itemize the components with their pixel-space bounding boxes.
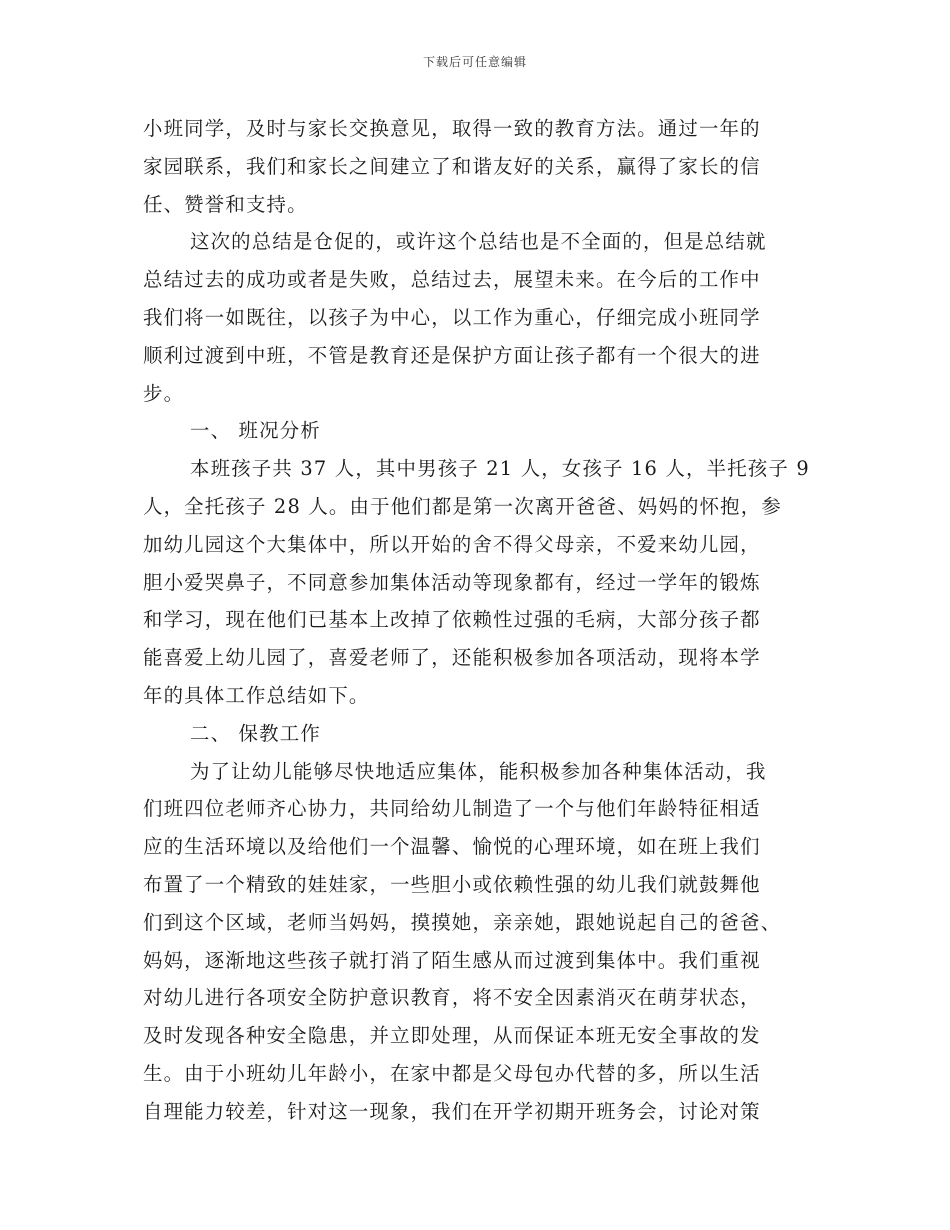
text-line: 们到这个区域，老师当妈妈，摸摸她，亲亲她，跟她说起自己的爸爸、 [143,910,782,934]
paragraph-first-line: 为了让幼儿能够尽快地适应集体，能积极参加各种集体活动，我 [190,759,767,783]
text-line: 对幼儿进行各项安全防护意识教育，将不安全因素消灭在萌芽状态， [143,986,761,1010]
text-line: 自理能力较差，针对这一现象，我们在开学初期开班务会，讨论对策 [143,1099,761,1123]
text-line: 人，全托孩子 28 人。由于他们都是第一次离开爸爸、妈妈的怀抱，参 [143,494,782,518]
section-heading: 二、 保教工作 [190,721,321,745]
text-line: 能喜爱上幼儿园了，喜爱老师了，还能积极参加各项活动，现将本学 [143,646,761,670]
text-line: 应的生活环境以及给他们一个温馨、愉悦的心理环境，如在班上我们 [143,835,761,859]
text-line: 任、赞誉和支持。 [143,192,308,216]
text-line: 妈妈，逐渐地这些孩子就打消了陌生感从而过渡到集体中。我们重视 [143,948,761,972]
text-line: 步。 [143,381,185,405]
paragraph-first-line: 本班孩子共 37 人，其中男孩子 21 人，女孩子 16 人，半托孩子 9 [190,457,810,481]
text-line: 布置了一个精致的娃娃家，一些胆小或依赖性强的幼儿我们就鼓舞他 [143,872,761,896]
text-line: 胆小爱哭鼻子，不同意参加集体活动等现象都有，经过一学年的锻炼 [143,570,761,594]
text-line: 我们将一如既往，以孩子为中心，以工作为重心，仔细完成小班同学 [143,305,761,329]
text-line: 及时发现各种安全隐患，并立即处理，从而保证本班无安全事故的发 [143,1024,761,1048]
text-line: 总结过去的成功或者是失败，总结过去，展望未来。在今后的工作中 [143,268,761,292]
header-note: 下载后可任意编辑 [422,55,527,69]
text-line: 小班同学，及时与家长交换意见，取得一致的教育方法。通过一年的 [143,117,761,140]
paragraph-first-line: 这次的总结是仓促的，或许这个总结也是不全面的，但是总结就 [190,230,767,254]
document-body [143,110,810,1131]
text-line: 加幼儿园这个大集体中，所以开始的舍不得父母亲，不爱来幼儿园， [143,532,761,556]
text-line: 年的具体工作总结如下。 [143,683,370,707]
section-heading: 一、 班况分析 [190,419,321,443]
text-line: 家园联系，我们和家长之间建立了和谐友好的关系，赢得了家长的信 [143,154,761,178]
text-line: 生。由于小班幼儿年龄小，在家中都是父母包办代替的多，所以生活 [143,1061,761,1085]
text-line: 和学习，现在他们已基本上改掉了依赖性过强的毛病，大部分孩子都 [143,608,761,632]
text-line: 顺利过渡到中班，不管是教育还是保护方面让孩子都有一个很大的进 [143,343,761,367]
text-line: 们班四位老师齐心协力，共同给幼儿制造了一个与他们年龄特征相适 [143,797,761,821]
